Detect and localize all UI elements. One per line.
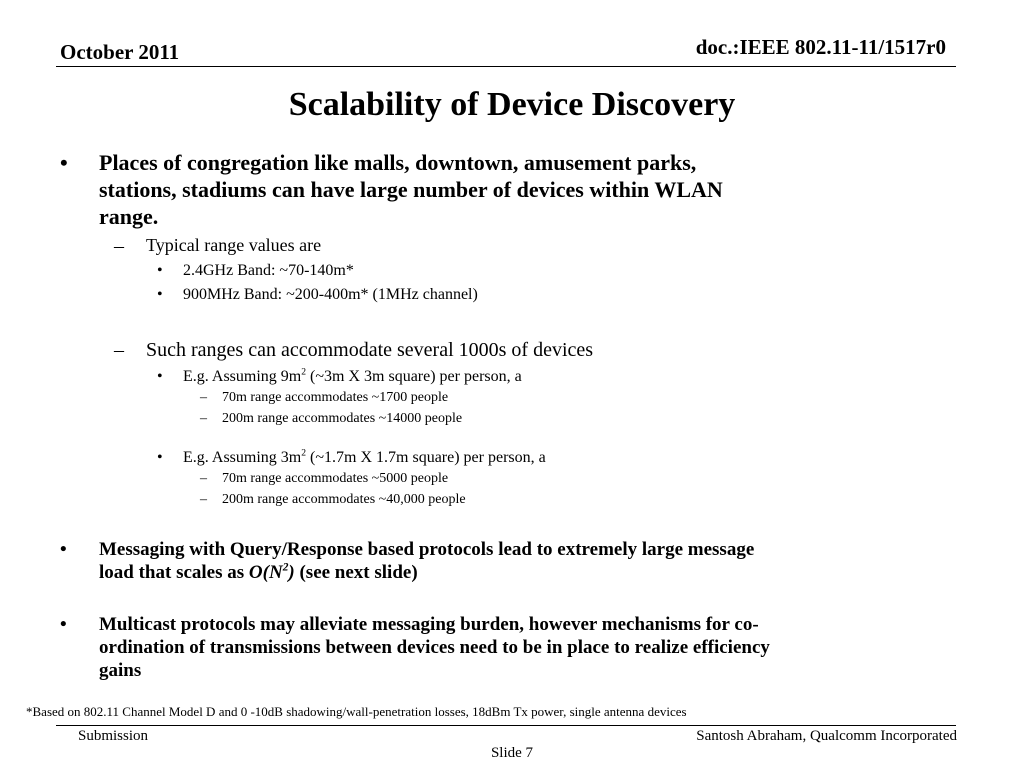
superscript: 2 <box>301 366 307 378</box>
example-1: E.g. Assuming $9m^2$ (~3m X 3m square) per person, a <box>183 366 522 385</box>
header-rule <box>56 66 956 67</box>
footer-submission: Submission <box>78 728 149 744</box>
bullet-3-line-1: Multicast protocols may alleviate messaging burden, however mechanisms for co- <box>99 614 759 635</box>
dash-glyph: – <box>200 390 207 405</box>
dash-glyph: – <box>200 471 207 486</box>
bullet-1 <box>99 149 723 230</box>
bullet-3-line-3: gains <box>99 660 142 681</box>
footer-slide-number: Slide 7 <box>490 745 534 761</box>
sub-1: Typical range values are <box>146 235 322 255</box>
bullet-glyph: • <box>60 539 67 560</box>
example-1-item: 70m range accommodates ~1700 people <box>222 390 449 405</box>
bullet-glyph: • <box>60 150 68 175</box>
bullet-3 <box>99 613 770 682</box>
bullet-3-line-2: ordination of transmissions between devices need to be in place to realize efficiency <box>99 637 770 658</box>
example-2-item: 70m range accommodates ~5000 people <box>222 471 449 486</box>
header-date: October 2011 <box>60 40 180 64</box>
bullet-glyph: • <box>157 262 163 279</box>
bullet-glyph: • <box>157 368 163 385</box>
bullet-2-line-1: Messaging with Query/Response based protocols lead to extremely large message <box>99 539 755 560</box>
example-2: E.g. Assuming $3m^2$ (~1.7m X 1.7m square) per person, a <box>183 447 546 466</box>
footer-rule <box>56 725 956 726</box>
bullet-2 <box>99 538 754 584</box>
example-1-item: 200m range accommodates ~14000 people <box>222 411 463 426</box>
bullet-glyph: • <box>157 449 163 466</box>
bullet-1-line-2: stations, stadiums can have large number of devices within WLAN <box>99 177 723 202</box>
sub-1-item: 2.4GHz Band: ~70-140m* <box>183 262 354 279</box>
sub-2: Such ranges can accommodate several 1000s of devices <box>146 339 594 361</box>
superscript: 2 <box>301 447 307 459</box>
bullet-1-line-1: Places of congregation like malls, downtown, amusement parks, <box>99 150 697 175</box>
dash-glyph: – <box>114 339 124 361</box>
dash-glyph: – <box>200 492 207 507</box>
sub-1-item: 900MHz Band: ~200-400m* (1MHz channel) <box>183 286 478 303</box>
dash-glyph: – <box>200 411 207 426</box>
bullet-2-line-2: load that scales as $O(N^2)$ (see next slide) <box>99 561 418 583</box>
header-doc-id: doc.:IEEE 802.11-11/1517r0 <box>695 35 946 59</box>
bullet-glyph: • <box>60 614 67 635</box>
footer-author: Santosh Abraham, Qualcomm Incorporated <box>696 728 957 744</box>
big-o-notation: $O(N^2)$ <box>248 561 295 583</box>
bullet-1-line-3: range. <box>99 204 159 229</box>
example-2-item: 200m range accommodates ~40,000 people <box>222 492 466 507</box>
bullet-glyph: • <box>157 286 163 303</box>
slide-title: Scalability of Device Discovery <box>288 86 736 123</box>
dash-glyph: – <box>114 235 124 257</box>
footnote: *Based on 802.11 Channel Model D and 0 -10dB shadowing/wall-penetration losses, 18dBm Tx power, single antenna devices <box>26 704 687 719</box>
